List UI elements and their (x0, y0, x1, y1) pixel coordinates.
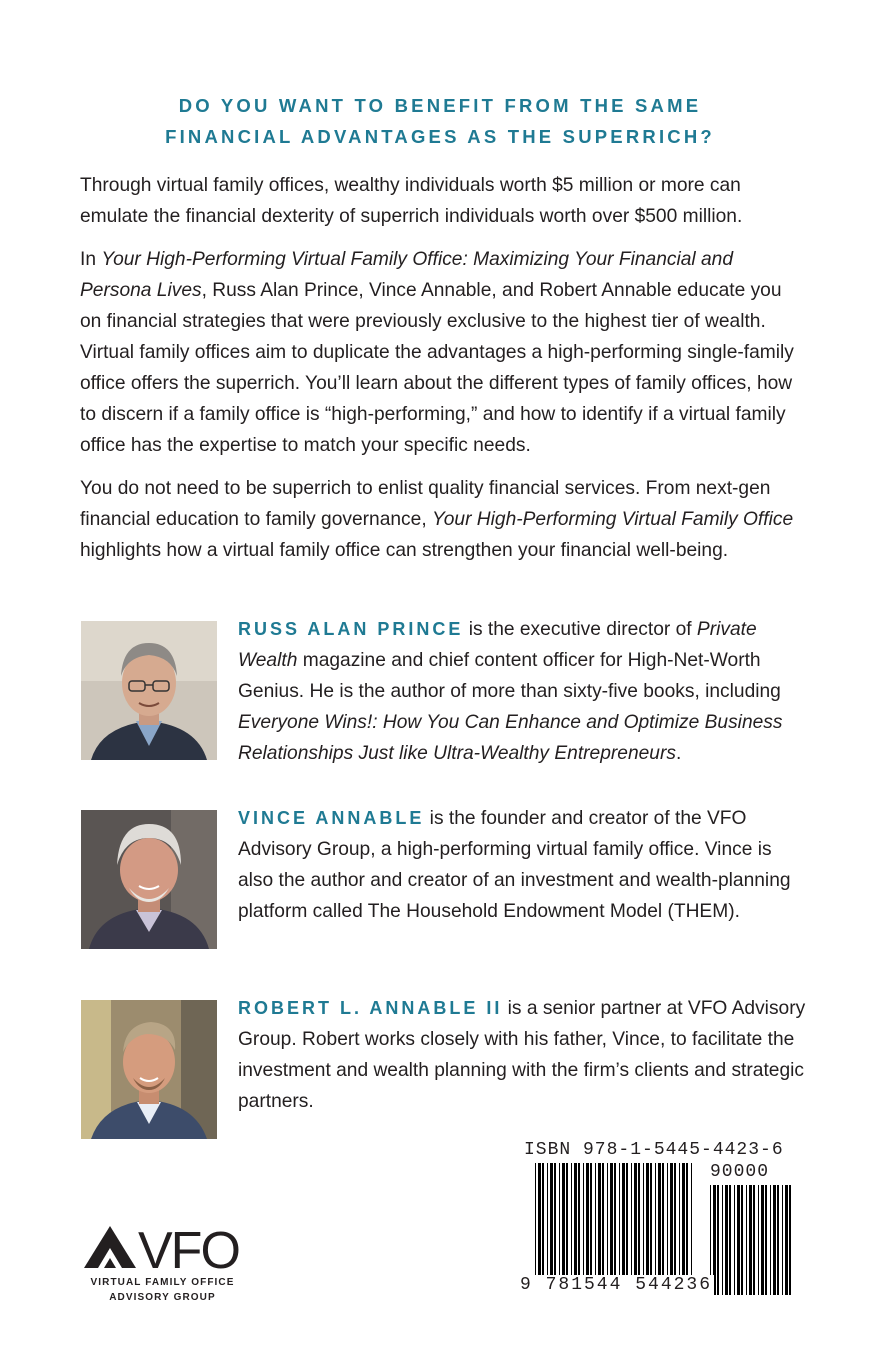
bio-text: magazine and chief content officer for High-Net-Worth Genius. He is the author of more than sixty-five books, including (238, 650, 781, 702)
barcode-bar (729, 1185, 731, 1295)
barcode-bar (789, 1185, 791, 1295)
isbn-label: ISBN 978-1-5445-4423-6 (524, 1140, 784, 1160)
barcode-bar (749, 1185, 752, 1295)
barcode-bar (782, 1185, 783, 1295)
headline-line-2: FINANCIAL ADVANTAGES AS THE SUPERRICH? (165, 126, 715, 147)
ean-number: 9 781544 544236 (520, 1275, 713, 1295)
barcode-addon-bars (710, 1185, 796, 1295)
author-bio-robert (238, 993, 808, 1117)
barcode-bar (785, 1185, 788, 1295)
author-name: VINCE ANNABLE (238, 808, 425, 828)
book-title-short: Your High-Performing Virtual Family Office (431, 509, 794, 530)
description-paragraph-3 (80, 473, 804, 566)
author-photo-robert (81, 1000, 217, 1139)
bio-text: . (675, 743, 682, 764)
p3-start: You do not need to be superrich to enlist quality financial services. From next-gen financial education to family governance, (80, 478, 771, 530)
author-photo-russ (81, 621, 217, 760)
description (80, 170, 804, 578)
barcode-bar (741, 1185, 743, 1295)
bio-text: is a senior partner at VFO Advisory Group. Robert works closely with his father, Vince, to facilitate the investment and wealth planning with the firm’s clients and strategic partners. (238, 998, 806, 1112)
author-bio-russ (238, 614, 808, 769)
barcode-bar (734, 1185, 735, 1295)
bio-text: is the executive director of (463, 619, 697, 640)
headline-line-1: DO YOU WANT TO BENEFIT FROM THE SAME (178, 95, 702, 116)
barcode-bar (737, 1185, 740, 1295)
p2-rest: , Russ Alan Prince, Vince Annable, and Robert Annable educate you on financial strategies that were previously exclusive to the highest tier of wealth. Virtual family offices aim to duplicate the advantages a high-performing single-family office offers the superrich. You’ll learn about the different types of family offices, how to discern if a family office is “high-performing,” and how to identify if a virtual family office has the expertise to match your specific needs. (80, 280, 794, 456)
logo-mark: VFO (138, 1222, 239, 1272)
bio-text: is the founder and creator of the VFO Advisory Group, a high-performing virtual family office. Vince is also the author and creator of an investment and wealth-planning platform called The Household Endowment Model (THEM). (238, 808, 791, 922)
barcode-bar (753, 1185, 755, 1295)
barcode-bar (770, 1185, 771, 1295)
p3-end: highlights how a virtual family office can strengthen your financial well-being. (80, 540, 729, 561)
barcode-bar (773, 1185, 776, 1295)
price-code: 90000 (710, 1162, 770, 1182)
book-title: Your High-Performing Virtual Family Office: Maximizing Your Financial and Persona Lives (80, 249, 734, 301)
barcode-bar (746, 1185, 747, 1295)
author-bio-vince (238, 803, 808, 927)
barcode-bar (761, 1185, 764, 1295)
bio-italic: Private Wealth (238, 619, 757, 671)
author-name: ROBERT L. ANNABLE II (238, 998, 503, 1018)
barcode-bar (722, 1185, 723, 1295)
description-paragraph-1: Through virtual family offices, wealthy individuals worth $5 million or more can emulate the financial dexterity of superrich individuals worth over $500 million. (80, 175, 743, 227)
author-photo-vince (81, 810, 217, 949)
barcode-bar (725, 1185, 728, 1295)
barcode-bar (758, 1185, 759, 1295)
logo-subtitle-2: ADVISORY GROUP (109, 1292, 216, 1303)
barcode-bar (765, 1185, 767, 1295)
logo-subtitle-1: VIRTUAL FAMILY OFFICE (90, 1277, 235, 1288)
p2-intro: In (80, 249, 102, 270)
barcode-bar (717, 1185, 719, 1295)
description-paragraph-2 (80, 244, 804, 461)
author-name: RUSS ALAN PRINCE (238, 619, 464, 639)
barcode-bar (777, 1185, 779, 1295)
bio-italic: Everyone Wins!: How You Can Enhance and Optimize Business Relationships Just like Ultra-Wealthy Entrepreneurs (238, 712, 783, 764)
headline (0, 90, 880, 152)
